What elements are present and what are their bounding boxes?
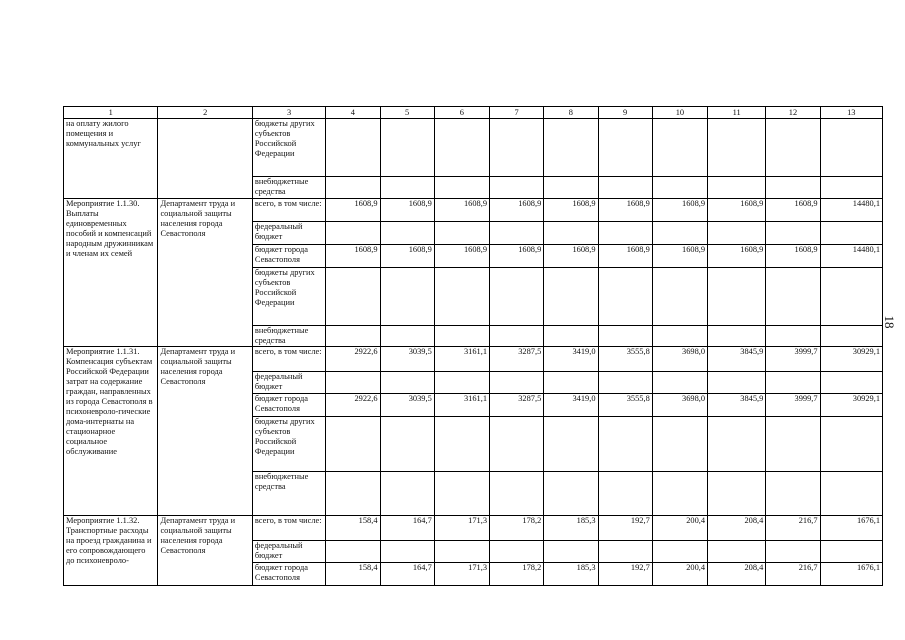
year-value-cell: 1608,9 (652, 245, 707, 268)
year-value-cell: 1608,9 (490, 199, 544, 222)
year-value-cell (380, 268, 434, 326)
measure-cell: на оплату жилого помещения и коммунальных услуг (64, 119, 158, 199)
year-value-cell: 158,4 (326, 516, 380, 541)
funding-source-cell: всего, в том числе: (252, 199, 325, 222)
header-row (64, 107, 883, 119)
year-value-cell: 192,7 (598, 563, 652, 586)
year-value-cell (598, 472, 652, 516)
year-value-cell (490, 119, 544, 177)
year-value-cell: 208,4 (708, 516, 766, 541)
year-value-cell: 3287,5 (490, 394, 544, 417)
year-value-cell (434, 372, 489, 394)
column-header-7: 7 (490, 107, 544, 119)
budget-table (63, 106, 883, 586)
year-value-cell (434, 119, 489, 177)
column-header-8: 8 (544, 107, 598, 119)
year-value-cell (434, 268, 489, 326)
year-value-cell: 3845,9 (708, 347, 766, 372)
total-value-cell: 30929,1 (820, 347, 882, 372)
year-value-cell (766, 222, 820, 245)
year-value-cell: 171,3 (434, 516, 489, 541)
year-value-cell: 1608,9 (598, 199, 652, 222)
measure-cell: Мероприятие 1.1.31. Компенсация субъектам Российской Федерации затрат на содержание граждан, направленных из города Севастополя в психоневроло-гические дома-интернаты на стационарное социальное обслуживание (64, 347, 158, 516)
year-value-cell: 3039,5 (380, 394, 434, 417)
year-value-cell (326, 417, 380, 472)
year-value-cell (380, 541, 434, 563)
funding-source-cell: внебюджетные средства (252, 326, 325, 347)
year-value-cell (708, 222, 766, 245)
year-value-cell: 3698,0 (652, 394, 707, 417)
year-value-cell (708, 119, 766, 177)
total-value-cell (820, 541, 882, 563)
column-header-12: 12 (766, 107, 820, 119)
year-value-cell (544, 268, 598, 326)
year-value-cell (544, 372, 598, 394)
year-value-cell: 3698,0 (652, 347, 707, 372)
year-value-cell (326, 222, 380, 245)
year-value-cell (708, 541, 766, 563)
year-value-cell (544, 472, 598, 516)
table-row (64, 347, 883, 372)
year-value-cell (326, 268, 380, 326)
year-value-cell (598, 417, 652, 472)
year-value-cell (598, 222, 652, 245)
year-value-cell: 1608,9 (544, 245, 598, 268)
total-value-cell (820, 372, 882, 394)
measure-cell: Мероприятие 1.1.30. Выплаты единовременных пособий и компенсаций народным дружинникам и членам их семей (64, 199, 158, 347)
year-value-cell: 3161,1 (434, 347, 489, 372)
year-value-cell (434, 177, 489, 199)
year-value-cell: 3161,1 (434, 394, 489, 417)
total-value-cell: 1676,1 (820, 516, 882, 541)
year-value-cell (434, 326, 489, 347)
total-value-cell (820, 119, 882, 177)
year-value-cell: 1608,9 (380, 245, 434, 268)
year-value-cell: 2922,6 (326, 347, 380, 372)
funding-source-cell: всего, в том числе: (252, 347, 325, 372)
year-value-cell (490, 268, 544, 326)
year-value-cell (708, 472, 766, 516)
year-value-cell (652, 372, 707, 394)
year-value-cell (434, 472, 489, 516)
year-value-cell (544, 222, 598, 245)
year-value-cell: 185,3 (544, 516, 598, 541)
year-value-cell: 3419,0 (544, 394, 598, 417)
year-value-cell: 3555,8 (598, 394, 652, 417)
year-value-cell (652, 268, 707, 326)
funding-source-cell: федеральный бюджет (252, 541, 325, 563)
year-value-cell (380, 326, 434, 347)
year-value-cell (544, 326, 598, 347)
year-value-cell (652, 222, 707, 245)
total-value-cell: 14480,1 (820, 199, 882, 222)
year-value-cell (380, 222, 434, 245)
year-value-cell: 2922,6 (326, 394, 380, 417)
year-value-cell: 1608,9 (766, 245, 820, 268)
year-value-cell (766, 417, 820, 472)
year-value-cell: 158,4 (326, 563, 380, 586)
page-number: 18 (882, 315, 897, 329)
year-value-cell (490, 417, 544, 472)
year-value-cell: 208,4 (708, 563, 766, 586)
column-header-6: 6 (434, 107, 489, 119)
year-value-cell (326, 326, 380, 347)
year-value-cell (708, 417, 766, 472)
year-value-cell (598, 119, 652, 177)
total-value-cell (820, 472, 882, 516)
total-value-cell (820, 222, 882, 245)
year-value-cell: 164,7 (380, 563, 434, 586)
total-value-cell (820, 177, 882, 199)
total-value-cell: 30929,1 (820, 394, 882, 417)
year-value-cell: 192,7 (598, 516, 652, 541)
year-value-cell (652, 417, 707, 472)
year-value-cell: 1608,9 (598, 245, 652, 268)
year-value-cell (766, 472, 820, 516)
year-value-cell (598, 268, 652, 326)
funding-source-cell: федеральный бюджет (252, 372, 325, 394)
year-value-cell (766, 268, 820, 326)
column-header-11: 11 (708, 107, 766, 119)
year-value-cell (652, 472, 707, 516)
measure-cell: Мероприятие 1.1.32. Транспортные расходы на проезд гражданина и его сопровождающего до психоневроло- (64, 516, 158, 586)
year-value-cell (326, 472, 380, 516)
year-value-cell (326, 119, 380, 177)
column-header-3: 3 (252, 107, 325, 119)
column-header-10: 10 (652, 107, 707, 119)
year-value-cell (708, 268, 766, 326)
year-value-cell: 1608,9 (708, 245, 766, 268)
year-value-cell: 185,3 (544, 563, 598, 586)
year-value-cell (766, 541, 820, 563)
executor-cell (158, 119, 252, 199)
year-value-cell: 216,7 (766, 516, 820, 541)
year-value-cell (766, 119, 820, 177)
year-value-cell (380, 372, 434, 394)
year-value-cell (598, 177, 652, 199)
year-value-cell (652, 119, 707, 177)
year-value-cell (326, 177, 380, 199)
total-value-cell (820, 268, 882, 326)
year-value-cell (490, 472, 544, 516)
year-value-cell (380, 119, 434, 177)
funding-source-cell: внебюджетные средства (252, 472, 325, 516)
year-value-cell (708, 326, 766, 347)
year-value-cell: 178,2 (490, 516, 544, 541)
year-value-cell: 1608,9 (652, 199, 707, 222)
year-value-cell: 1608,9 (326, 245, 380, 268)
table-row (64, 199, 883, 222)
funding-source-cell: бюджеты других субъектов Российской Федерации (252, 268, 325, 326)
year-value-cell (490, 326, 544, 347)
year-value-cell (380, 177, 434, 199)
year-value-cell: 1608,9 (708, 199, 766, 222)
total-value-cell (820, 417, 882, 472)
year-value-cell (434, 222, 489, 245)
year-value-cell: 164,7 (380, 516, 434, 541)
year-value-cell (598, 326, 652, 347)
year-value-cell (490, 372, 544, 394)
year-value-cell: 200,4 (652, 563, 707, 586)
year-value-cell: 1608,9 (766, 199, 820, 222)
year-value-cell: 1608,9 (544, 199, 598, 222)
year-value-cell: 178,2 (490, 563, 544, 586)
year-value-cell (380, 417, 434, 472)
year-value-cell (766, 372, 820, 394)
column-header-9: 9 (598, 107, 652, 119)
funding-source-cell: бюджет города Севастополя (252, 563, 325, 586)
funding-source-cell: федеральный бюджет (252, 222, 325, 245)
funding-source-cell: бюджеты других субъектов Российской Федерации (252, 417, 325, 472)
year-value-cell: 1608,9 (380, 199, 434, 222)
year-value-cell: 1608,9 (434, 245, 489, 268)
table-row (64, 119, 883, 177)
year-value-cell (598, 541, 652, 563)
year-value-cell (490, 541, 544, 563)
year-value-cell: 3845,9 (708, 394, 766, 417)
year-value-cell: 1608,9 (326, 199, 380, 222)
column-header-2: 2 (158, 107, 252, 119)
year-value-cell: 216,7 (766, 563, 820, 586)
total-value-cell: 14480,1 (820, 245, 882, 268)
year-value-cell: 3039,5 (380, 347, 434, 372)
year-value-cell: 200,4 (652, 516, 707, 541)
year-value-cell (544, 417, 598, 472)
year-value-cell (708, 177, 766, 199)
funding-source-cell: бюджеты других субъектов Российской Федерации (252, 119, 325, 177)
column-header-1: 1 (64, 107, 158, 119)
funding-source-cell: бюджет города Севастополя (252, 394, 325, 417)
year-value-cell (326, 372, 380, 394)
year-value-cell (766, 177, 820, 199)
table-row (64, 516, 883, 541)
year-value-cell (544, 177, 598, 199)
funding-source-cell: внебюджетные средства (252, 177, 325, 199)
executor-cell: Департамент труда и социальной защиты населения города Севастополя (158, 347, 252, 516)
year-value-cell (652, 326, 707, 347)
year-value-cell (544, 119, 598, 177)
year-value-cell (490, 177, 544, 199)
total-value-cell (820, 326, 882, 347)
year-value-cell (434, 541, 489, 563)
total-value-cell: 1676,1 (820, 563, 882, 586)
year-value-cell: 1608,9 (490, 245, 544, 268)
year-value-cell (652, 541, 707, 563)
year-value-cell: 3287,5 (490, 347, 544, 372)
column-header-4: 4 (326, 107, 380, 119)
year-value-cell (766, 326, 820, 347)
funding-source-cell: бюджет города Севастополя (252, 245, 325, 268)
year-value-cell (434, 417, 489, 472)
funding-source-cell: всего, в том числе: (252, 516, 325, 541)
year-value-cell (490, 222, 544, 245)
year-value-cell: 3999,7 (766, 347, 820, 372)
year-value-cell: 3419,0 (544, 347, 598, 372)
year-value-cell: 3555,8 (598, 347, 652, 372)
year-value-cell (598, 372, 652, 394)
year-value-cell (380, 472, 434, 516)
year-value-cell (326, 541, 380, 563)
executor-cell: Департамент труда и социальной защиты населения города Севастополя (158, 516, 252, 586)
year-value-cell: 1608,9 (434, 199, 489, 222)
year-value-cell (544, 541, 598, 563)
executor-cell: Департамент труда и социальной защиты населения города Севастополя (158, 199, 252, 347)
column-header-5: 5 (380, 107, 434, 119)
year-value-cell (708, 372, 766, 394)
year-value-cell: 171,3 (434, 563, 489, 586)
year-value-cell (652, 177, 707, 199)
year-value-cell: 3999,7 (766, 394, 820, 417)
column-header-13: 13 (820, 107, 882, 119)
